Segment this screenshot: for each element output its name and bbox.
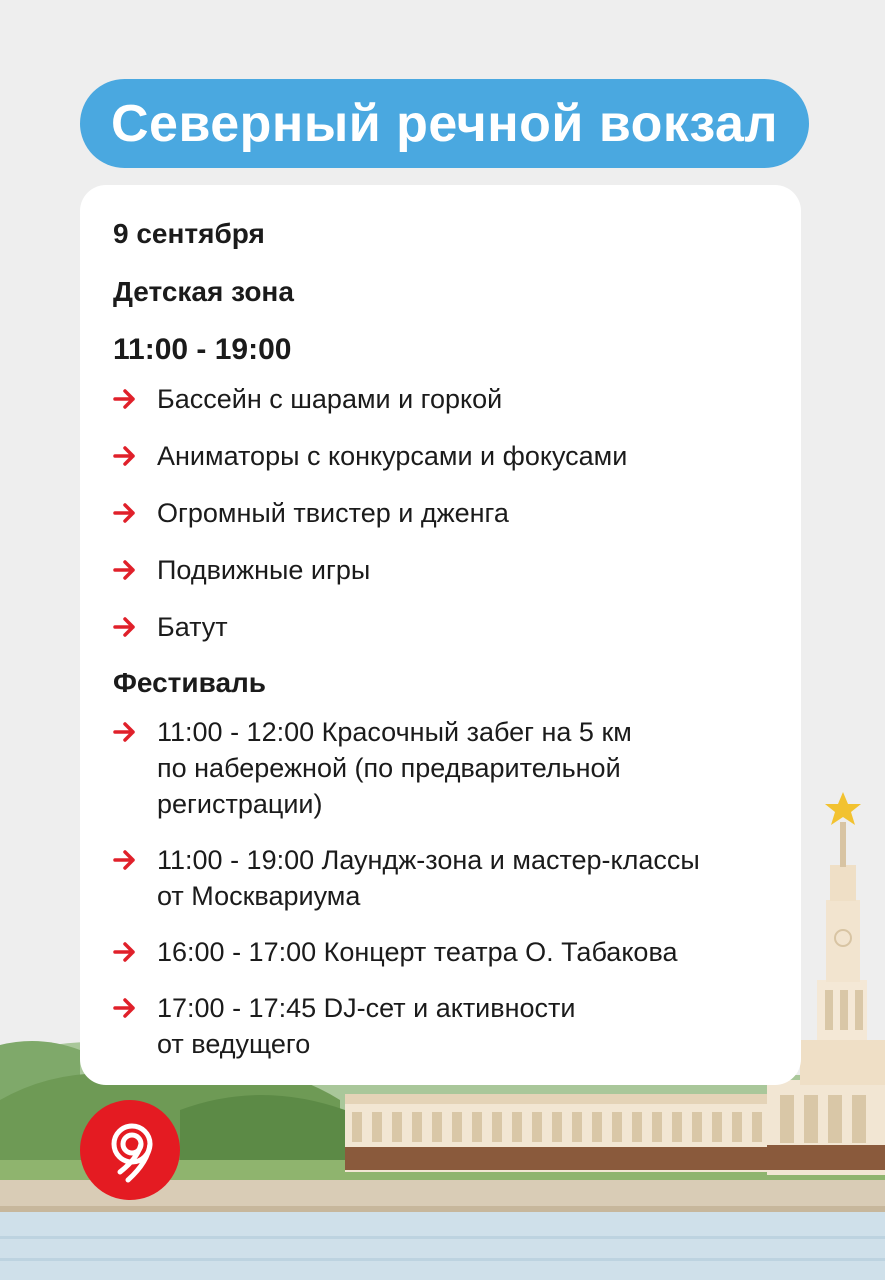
list-item bbox=[113, 714, 771, 822]
list-item bbox=[113, 381, 771, 417]
list-item-text: по набережной (по предварительной bbox=[157, 753, 621, 783]
kids-zone-heading: Детская зона bbox=[113, 276, 294, 307]
festival-heading: Фестиваль bbox=[113, 667, 267, 698]
list-item-text: Аниматоры с конкурсами и фокусами bbox=[157, 441, 628, 471]
list-item-text: 17:00 - 17:45 DJ-сет и активности bbox=[157, 993, 576, 1023]
list-item bbox=[113, 552, 771, 588]
logo-9-icon bbox=[80, 1100, 180, 1200]
event-date: 9 сентября bbox=[113, 218, 265, 249]
list-item bbox=[113, 495, 771, 531]
list-item bbox=[113, 990, 771, 1062]
list-item-text: от ведущего bbox=[157, 1029, 311, 1059]
arrow-right-icon bbox=[113, 941, 137, 963]
list-item bbox=[113, 438, 771, 474]
arrow-right-icon bbox=[113, 849, 137, 871]
arrow-right-icon bbox=[113, 502, 137, 524]
list-item bbox=[113, 842, 771, 914]
list-item-text: 11:00 - 12:00 Красочный забег на 5 км bbox=[157, 717, 632, 747]
arrow-right-icon bbox=[113, 616, 137, 638]
list-item-text: 16:00 - 17:00 Концерт театра О. Табакова bbox=[157, 937, 678, 967]
list-item-text: Подвижные игры bbox=[157, 555, 371, 585]
festival-list bbox=[113, 714, 771, 1062]
arrow-right-icon bbox=[113, 559, 137, 581]
list-item bbox=[113, 934, 771, 970]
arrow-right-icon bbox=[113, 997, 137, 1019]
arrow-right-icon bbox=[113, 721, 137, 743]
list-item-text: Огромный твистер и дженга bbox=[157, 498, 509, 528]
kids-zone-list bbox=[113, 381, 771, 645]
kids-zone-time: 11:00 - 19:00 bbox=[113, 333, 292, 366]
list-item bbox=[113, 609, 771, 645]
schedule-card bbox=[80, 185, 801, 1085]
list-item-text: Бассейн с шарами и горкой bbox=[157, 384, 503, 414]
list-item-text: регистрации) bbox=[157, 789, 323, 819]
arrow-right-icon bbox=[113, 388, 137, 410]
list-item-text: Батут bbox=[157, 612, 228, 642]
list-item-text: от Москвариума bbox=[157, 881, 361, 911]
arrow-right-icon bbox=[113, 445, 137, 467]
list-item-text: 11:00 - 19:00 Лаундж-зона и мастер-классы bbox=[157, 845, 700, 875]
page-title: Северный речной вокзал bbox=[80, 79, 809, 168]
